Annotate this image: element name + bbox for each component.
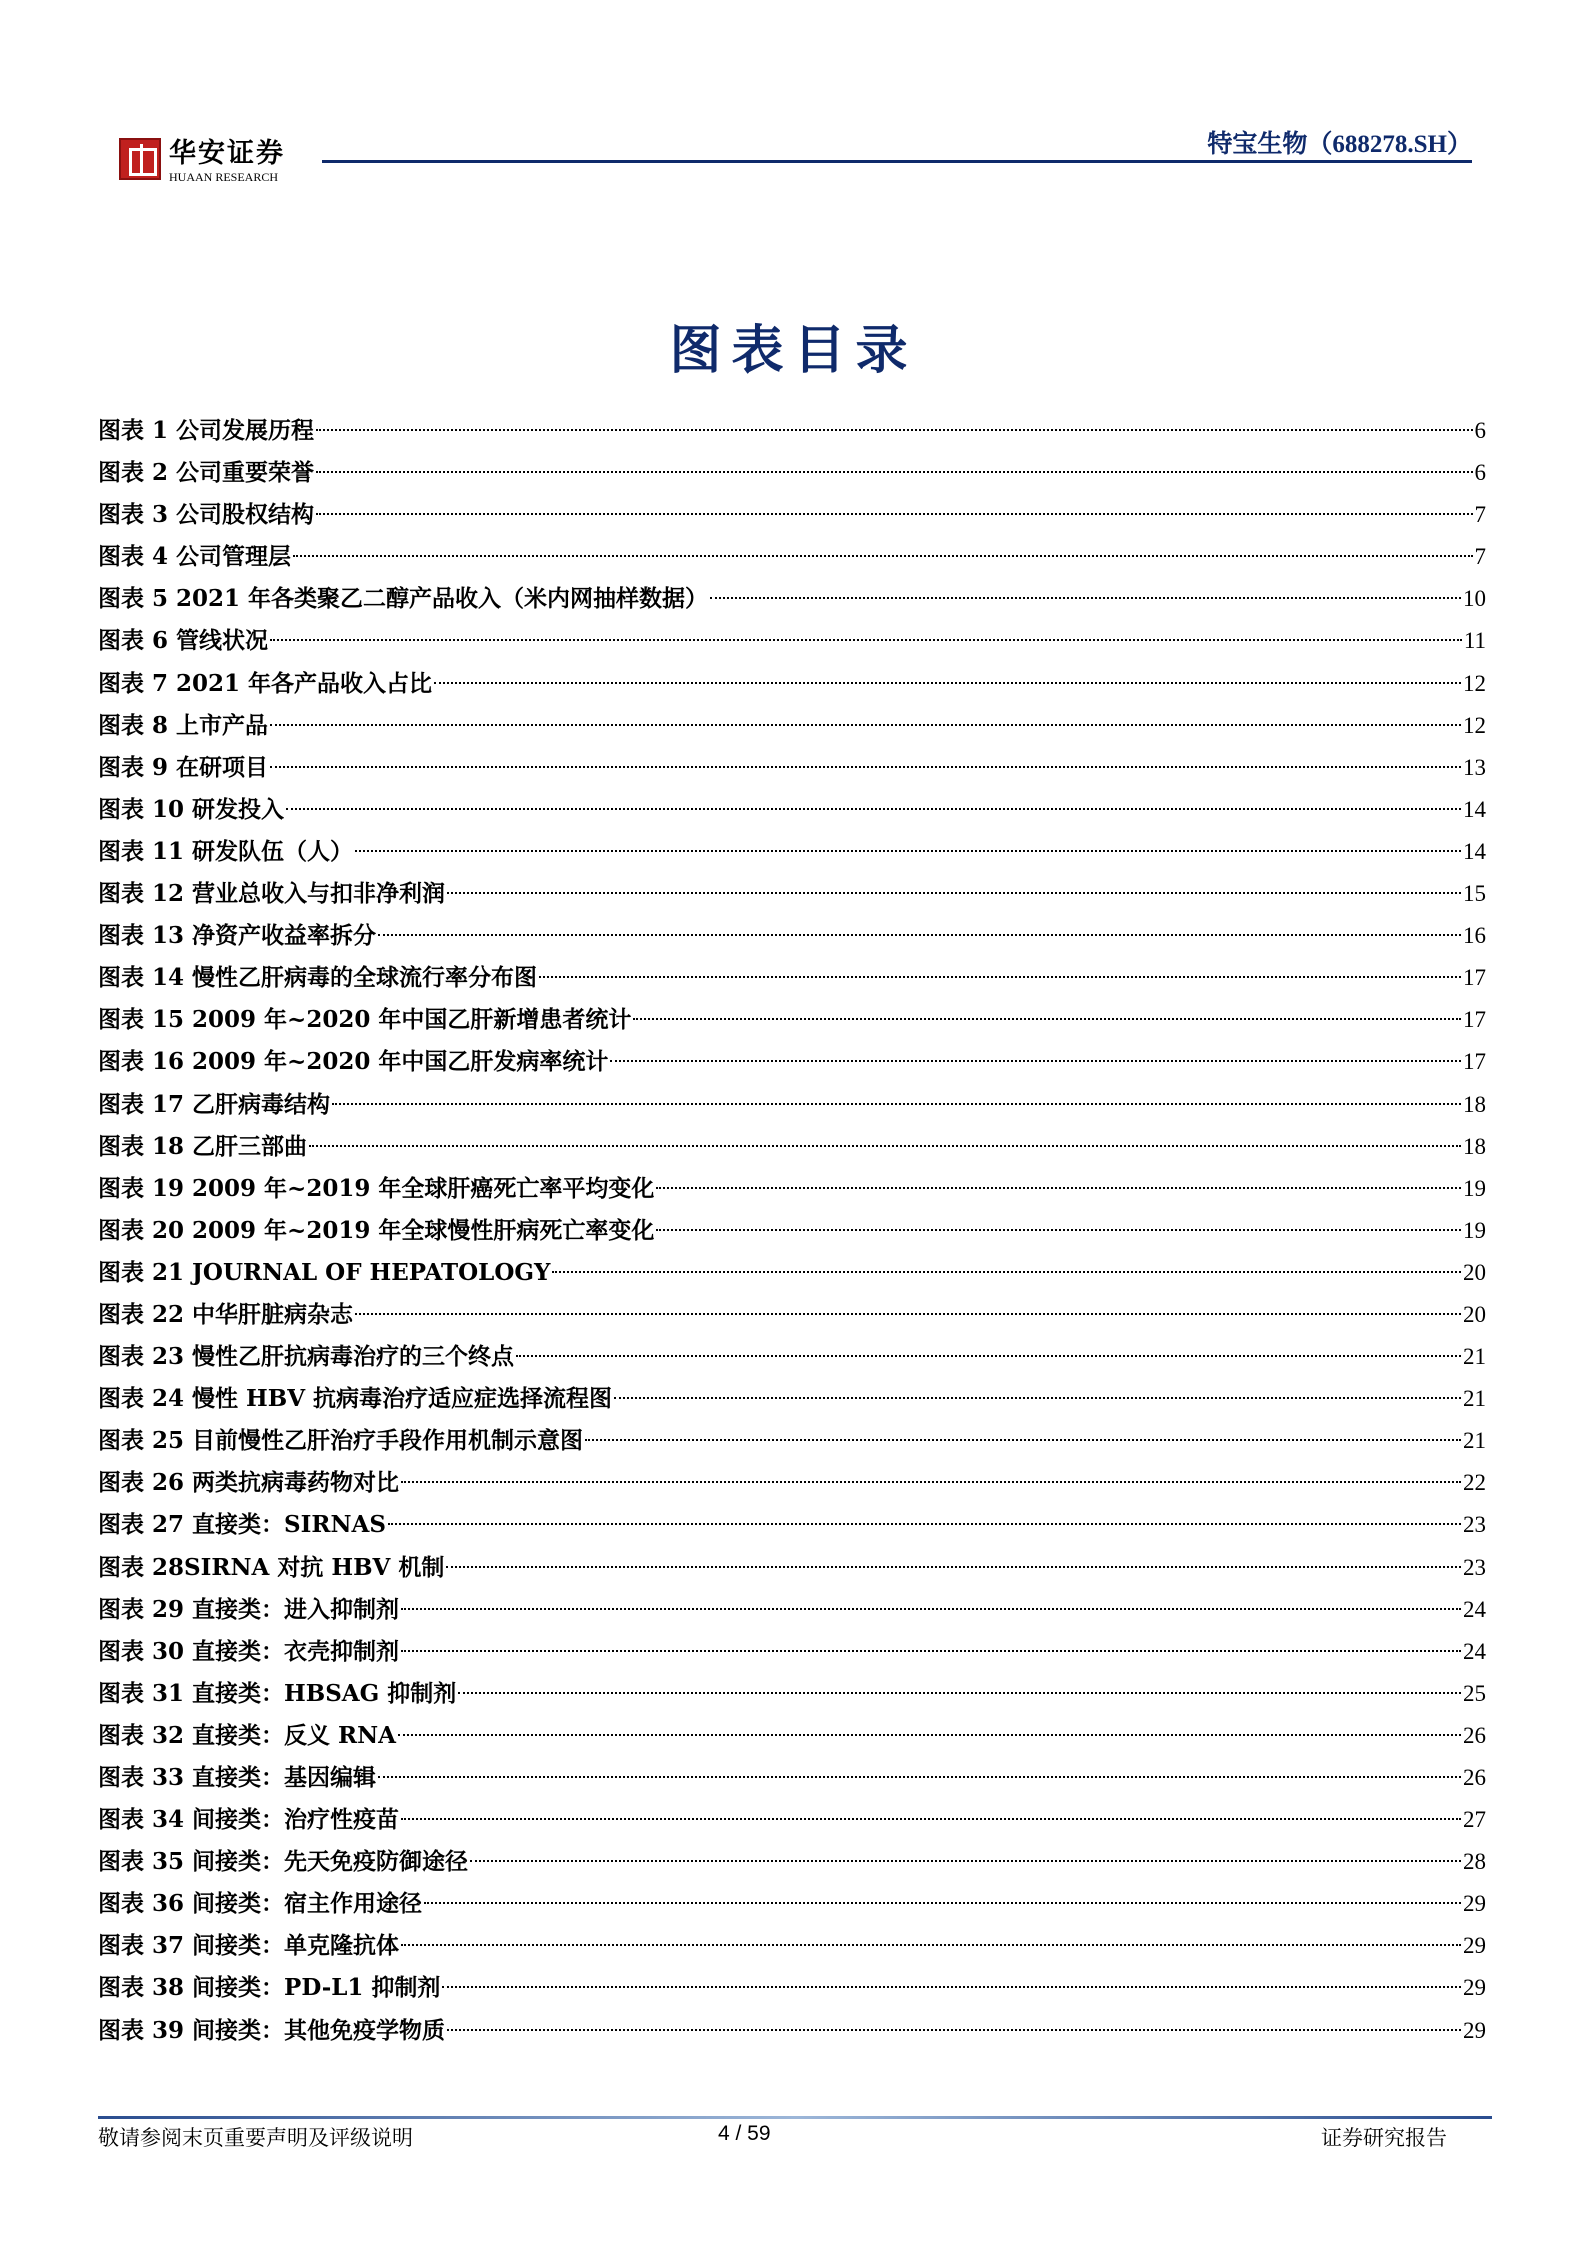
leader-dots xyxy=(332,1103,1461,1105)
toc-entry-label: 图表 14 慢性乙肝病毒的全球流行率分布图 xyxy=(98,964,538,992)
toc-entry[interactable] xyxy=(98,1883,1486,1925)
toc-entry-page: 26 xyxy=(1463,1722,1486,1748)
toc-entry-page: 19 xyxy=(1463,1217,1486,1243)
toc-entry-page: 24 xyxy=(1463,1638,1486,1664)
toc-entry-page: 29 xyxy=(1463,1933,1486,1959)
leader-dots xyxy=(442,1986,1461,1988)
leader-dots xyxy=(470,1860,1461,1862)
leader-dots xyxy=(293,555,1472,557)
toc-entry[interactable] xyxy=(98,1757,1486,1799)
leader-dots xyxy=(585,1439,1461,1441)
toc-entry[interactable] xyxy=(98,1378,1486,1420)
toc-entry-page: 7 xyxy=(1474,502,1486,528)
toc-entry[interactable] xyxy=(98,705,1486,747)
seal-icon xyxy=(119,138,161,180)
huaan-logo xyxy=(119,138,285,184)
leader-dots xyxy=(434,682,1461,684)
toc-entry-page: 7 xyxy=(1474,544,1486,570)
toc-entry[interactable] xyxy=(98,452,1486,494)
toc-entry-label: 图表 34 间接类：治疗性疫苗 xyxy=(98,1806,400,1834)
toc-entry-label: 图表 32 直接类：反义 RNA xyxy=(98,1721,397,1749)
toc-entry-label: 图表 13 净资产收益率拆分 xyxy=(98,922,377,950)
logo-text-cn: 华安证券 xyxy=(169,138,285,169)
toc-entry-label: 图表 39 间接类：其他免疫学物质 xyxy=(98,2016,446,2044)
toc-entry[interactable] xyxy=(98,1420,1486,1462)
toc-entry[interactable] xyxy=(98,957,1486,999)
toc-entry[interactable] xyxy=(98,1547,1486,1589)
toc-entry[interactable] xyxy=(98,1126,1486,1168)
leader-dots xyxy=(316,513,1472,515)
toc-entry-label: 图表 7 2021 年各产品收入占比 xyxy=(98,669,433,697)
toc-entry-page: 21 xyxy=(1463,1386,1486,1412)
toc-entry-page: 11 xyxy=(1463,628,1486,654)
toc-entry-page: 13 xyxy=(1463,754,1486,780)
leader-dots xyxy=(447,2029,1461,2031)
header-divider xyxy=(322,160,1472,163)
toc-entry-page: 6 xyxy=(1474,418,1486,443)
leader-dots xyxy=(378,934,1461,936)
toc-entry[interactable] xyxy=(98,1589,1486,1631)
toc-entry[interactable] xyxy=(98,620,1486,662)
leader-dots xyxy=(710,597,1461,599)
toc-entry-label: 图表 12 营业总收入与扣非净利润 xyxy=(98,880,446,908)
toc-entry-label: 图表 26 两类抗病毒药物对比 xyxy=(98,1469,400,1497)
toc-entry[interactable] xyxy=(98,831,1486,873)
toc-entry-page: 18 xyxy=(1463,1091,1486,1117)
toc-entry-page: 14 xyxy=(1463,838,1486,864)
toc-entry-label: 图表 35 间接类：先天免疫防御途径 xyxy=(98,1848,469,1876)
leader-dots xyxy=(355,1313,1461,1315)
toc-entry[interactable] xyxy=(98,410,1486,452)
toc-entry-page: 20 xyxy=(1463,1301,1486,1327)
toc-entry-label: 图表 15 2009 年~2020 年中国乙肝新增患者统计 xyxy=(98,1006,632,1034)
toc-entry-label: 图表 24 慢性 HBV 抗病毒治疗适应症选择流程图 xyxy=(98,1385,613,1413)
toc-entry-page: 17 xyxy=(1463,1007,1486,1033)
company-ticker: 特宝生物（688278.SH） xyxy=(1207,131,1472,158)
toc-entry-label: 图表 11 研发队伍（人） xyxy=(98,837,354,865)
toc-entry[interactable] xyxy=(98,536,1486,578)
toc-entry-page: 19 xyxy=(1463,1175,1486,1201)
toc-entry-page: 14 xyxy=(1463,796,1486,822)
toc-entry[interactable] xyxy=(98,1799,1486,1841)
leader-dots xyxy=(552,1271,1461,1273)
toc-entry-page: 27 xyxy=(1463,1807,1486,1833)
toc-entry-page: 10 xyxy=(1463,586,1486,612)
toc-entry[interactable] xyxy=(98,1841,1486,1883)
toc-entry-page: 18 xyxy=(1463,1133,1486,1159)
toc-entry-label: 图表 28SIRNA 对抗 HBV 机制 xyxy=(98,1553,445,1581)
toc-entry-label: 图表 37 间接类：单克隆抗体 xyxy=(98,1932,400,1960)
toc-entry[interactable] xyxy=(98,1210,1486,1252)
toc-entry[interactable] xyxy=(98,494,1486,536)
leader-dots xyxy=(355,850,1461,852)
leader-dots xyxy=(458,1692,1461,1694)
toc-entry-label: 图表 3 公司股权结构 xyxy=(98,501,315,529)
toc-entry-label: 图表 8 上市产品 xyxy=(98,711,269,739)
toc-entry-label: 图表 33 直接类：基因编辑 xyxy=(98,1764,377,1791)
toc-entry[interactable] xyxy=(98,1252,1486,1294)
toc-entry[interactable] xyxy=(98,578,1486,620)
toc-entry-page: 16 xyxy=(1463,923,1486,949)
toc-entry[interactable] xyxy=(98,2010,1486,2052)
toc-entry-label: 图表 16 2009 年~2020 年中国乙肝发病率统计 xyxy=(98,1048,609,1076)
toc-entry[interactable] xyxy=(98,1631,1486,1673)
leader-dots xyxy=(378,1776,1461,1778)
toc-entry-page: 29 xyxy=(1463,1891,1486,1917)
leader-dots xyxy=(447,892,1461,894)
leader-dots xyxy=(424,1902,1461,1904)
toc-entry-label: 图表 29 直接类：进入抑制剂 xyxy=(98,1595,400,1623)
toc-entry[interactable] xyxy=(98,1967,1486,2009)
toc-entry[interactable] xyxy=(98,663,1486,705)
toc-entry[interactable] xyxy=(98,789,1486,831)
leader-dots xyxy=(539,976,1461,978)
leader-dots xyxy=(401,1944,1461,1946)
toc-entry-page: 17 xyxy=(1463,965,1486,991)
toc-entry-label: 图表 5 2021 年各类聚乙二醇产品收入（米内网抽样数据） xyxy=(98,585,709,613)
toc-entry[interactable] xyxy=(98,1504,1486,1546)
leader-dots xyxy=(446,1566,1461,1568)
leader-dots xyxy=(388,1523,1461,1525)
toc-entry-label: 图表 6 管线状况 xyxy=(98,627,269,655)
toc-entry[interactable] xyxy=(98,1041,1486,1083)
toc-entry-page: 20 xyxy=(1463,1259,1486,1285)
footer-disclaimer: 敬请参阅末页重要声明及评级说明 xyxy=(98,2126,413,2150)
page-title: 图表目录 xyxy=(669,320,918,381)
toc-entry[interactable] xyxy=(98,1925,1486,1967)
toc-entry-label: 图表 38 间接类：PD-L1 抑制剂 xyxy=(98,1974,441,2002)
leader-dots xyxy=(401,1818,1461,1820)
toc-entry[interactable] xyxy=(98,873,1486,915)
leader-dots xyxy=(610,1060,1461,1062)
leader-dots xyxy=(614,1397,1461,1399)
toc-entry-label: 图表 1 公司发展历程 xyxy=(98,417,315,444)
toc-entry[interactable] xyxy=(98,1168,1486,1210)
toc-entry-label: 图表 22 中华肝脏病杂志 xyxy=(98,1300,354,1328)
toc-entry-label: 图表 36 间接类：宿主作用途径 xyxy=(98,1890,423,1918)
leader-dots xyxy=(286,808,1461,810)
leader-dots xyxy=(316,471,1472,473)
toc-entry-label: 图表 23 慢性乙肝抗病毒治疗的三个终点 xyxy=(98,1343,515,1371)
toc-entry-page: 12 xyxy=(1463,712,1486,738)
toc-entry-page: 23 xyxy=(1463,1512,1486,1538)
table-of-figures xyxy=(98,410,1486,2052)
toc-entry-label: 图表 10 研发投入 xyxy=(98,795,285,823)
toc-entry[interactable] xyxy=(98,1294,1486,1336)
toc-entry-page: 21 xyxy=(1463,1344,1486,1370)
toc-entry[interactable] xyxy=(98,1715,1486,1757)
page-number: 4 / 59 xyxy=(718,2122,771,2145)
toc-entry[interactable] xyxy=(98,1084,1486,1126)
toc-entry[interactable] xyxy=(98,747,1486,789)
leader-dots xyxy=(516,1355,1461,1357)
toc-entry-page: 17 xyxy=(1463,1049,1486,1075)
toc-entry-label: 图表 31 直接类：HBSAG 抑制剂 xyxy=(98,1679,457,1707)
leader-dots xyxy=(401,1608,1461,1610)
toc-entry[interactable] xyxy=(98,915,1486,957)
footer-divider xyxy=(98,2116,1492,2119)
toc-entry-page: 29 xyxy=(1463,1975,1486,2001)
toc-entry-label: 图表 25 目前慢性乙肝治疗手段作用机制示意图 xyxy=(98,1427,584,1455)
toc-entry-page: 29 xyxy=(1463,2017,1486,2043)
leader-dots xyxy=(270,724,1461,726)
toc-entry[interactable] xyxy=(98,1673,1486,1715)
leader-dots xyxy=(309,1145,1461,1147)
toc-entry-label: 图表 2 公司重要荣誉 xyxy=(98,459,315,487)
toc-entry-label: 图表 19 2009 年~2019 年全球肝癌死亡率平均变化 xyxy=(98,1174,655,1202)
toc-entry-page: 28 xyxy=(1463,1849,1486,1875)
toc-entry-label: 图表 27 直接类：SIRNAS xyxy=(98,1511,386,1539)
toc-entry-page: 15 xyxy=(1463,881,1486,907)
toc-entry-label: 图表 21 JOURNAL OF HEPATOLOGY xyxy=(98,1258,551,1286)
leader-dots xyxy=(401,1650,1461,1652)
toc-entry-page: 6 xyxy=(1474,460,1486,486)
leader-dots xyxy=(398,1734,1461,1736)
toc-entry-page: 24 xyxy=(1463,1596,1486,1622)
toc-entry-label: 图表 17 乙肝病毒结构 xyxy=(98,1090,331,1118)
toc-entry-page: 12 xyxy=(1463,670,1486,696)
leader-dots xyxy=(270,639,1462,641)
leader-dots xyxy=(401,1481,1461,1483)
toc-entry[interactable] xyxy=(98,999,1486,1041)
leader-dots xyxy=(633,1018,1461,1020)
toc-entry-page: 22 xyxy=(1463,1470,1486,1496)
toc-entry-label: 图表 9 在研项目 xyxy=(98,753,269,781)
leader-dots xyxy=(656,1229,1461,1231)
toc-entry[interactable] xyxy=(98,1336,1486,1378)
toc-entry-page: 21 xyxy=(1463,1428,1486,1454)
toc-entry-label: 图表 30 直接类：衣壳抑制剂 xyxy=(98,1637,400,1665)
leader-dots xyxy=(270,766,1461,768)
toc-entry-label: 图表 20 2009 年~2019 年全球慢性肝病死亡率变化 xyxy=(98,1216,655,1244)
leader-dots xyxy=(316,429,1472,431)
toc-entry-label: 图表 18 乙肝三部曲 xyxy=(98,1132,308,1160)
report-type: 证券研究报告 xyxy=(1321,2126,1447,2150)
toc-entry-page: 26 xyxy=(1463,1765,1486,1790)
logo-text-en: HUAAN RESEARCH xyxy=(169,170,279,184)
leader-dots xyxy=(656,1187,1461,1189)
toc-entry-page: 25 xyxy=(1463,1680,1486,1706)
toc-entry-page: 23 xyxy=(1463,1554,1486,1580)
toc-entry[interactable] xyxy=(98,1462,1486,1504)
toc-entry-label: 图表 4 公司管理层 xyxy=(98,543,292,571)
